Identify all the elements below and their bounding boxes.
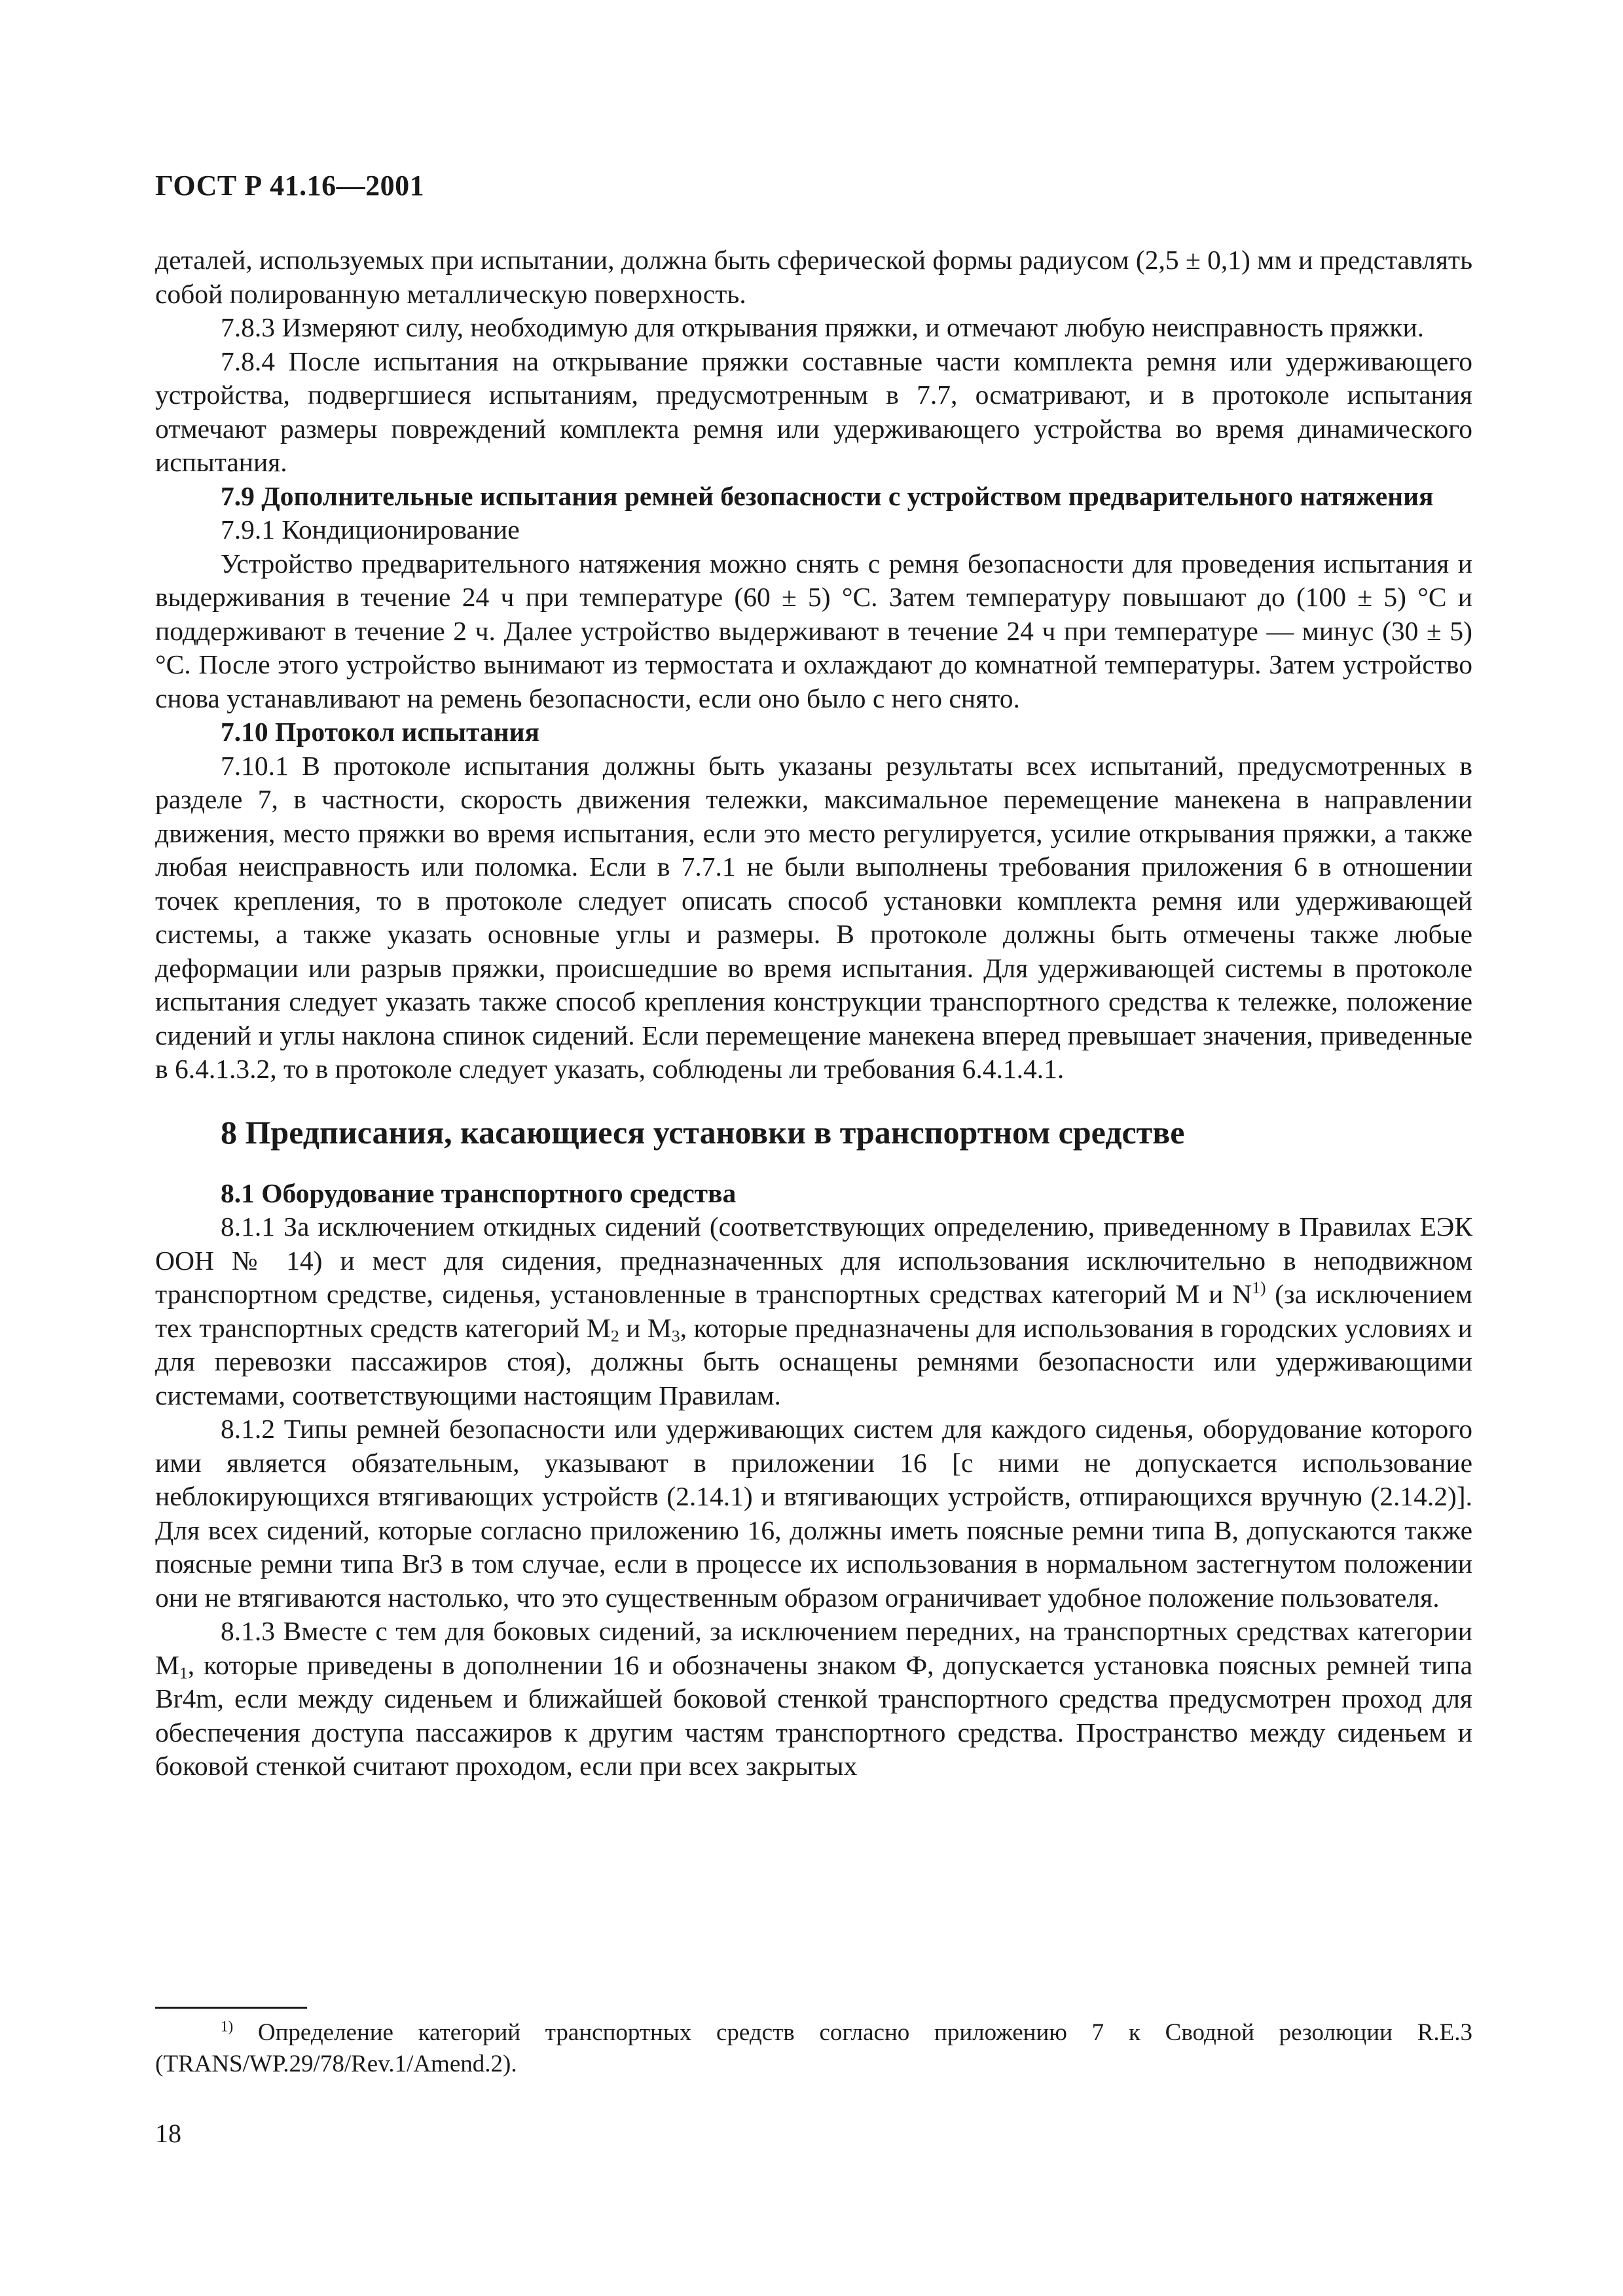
paragraph-7-8-3: 7.8.3 Измеряют силу, необходимую для открывания пряжки, и отмечают любую неисправность пряжки. <box>221 312 1425 342</box>
p811-part-a: 8.1.1 За исключением откидных сидений (соответствующих определению, приведенному в Правилах ЕЭК ООН № 14) и мест для сидения, предназначенных для использования исключительно в неподвижном транспортном средстве, сиденья, установленные в транспортных средствах категорий М и N <box>155 1211 1472 1309</box>
p811-part-d: , которые предназначены для использования в городских условиях и для перевозки пассажиров стоя), должны быть оснащены ремнями безопасности или удерживающими системами, соответствующими настоящим Правилам. <box>155 1312 1473 1410</box>
paragraph-8-1-2: 8.1.2 Типы ремней безопасности или удерживающих систем для каждого сиденья, оборудование которого ими является обязательным, указывают в приложении 16 [с ними не допускается использование неблокирующихся втягивающих устройств (2.14.1) и втягивающих устройств, отпирающихся вручную (2.14.2)]. Для всех сидений, которые согласно приложению 16, должны иметь поясные ремни типа В, допускаются также поясные ремни типа Br3 в том случае, если в процессе их использования в нормальном застегнутом положении они не втягиваются настолько, что это существенным образом ограничивает удобное положение пользователя. <box>155 1414 1472 1613</box>
footnote-ref: 1) <box>1252 1278 1266 1297</box>
subscript-3: 3 <box>671 1325 680 1345</box>
p813-part-a: 8.1.3 Вместе с тем для боковых сидений, за исключением передних, на транспортных средствах категории М <box>155 1616 1472 1680</box>
paragraph-7-10-1: 7.10.1 В протоколе испытания должны быть указаны результаты всех испытаний, предусмотренных в разделе 7, в частности, скорость движения тележки, максимальное перемещение манекена в направлении движения, место пряжки во время испытания, если это место регулируется, усилие открывания пряжки, а также любая неисправность или поломка. Если в 7.7.1 не были выполнены требования приложения 6 в отношении точек крепления, то в протоколе следует описать способ установки комплекта ремня или удерживающей системы, а также указать основные углы и размеры. В протоколе должны быть отмечены также любые деформации или разрыв пряжки, происшедшие во время испытания. Для удерживающей системы в протоколе испытания следует указать также способ крепления конструкции транспортного средства к тележке, положение сидений и углы наклона спинок сидений. Если перемещение манекена вперед превышает значения, приведенные в 6.4.1.3.2, то в протоколе следует указать, соблюдены ли требования 6.4.1.4.1. <box>155 750 1472 1084</box>
subscript-2: 2 <box>610 1325 619 1345</box>
paragraph-7-9-1: 7.9.1 Кондиционирование <box>221 514 520 545</box>
p811-part-b: (за исключением тех транспортных средств категорий М <box>155 1279 1472 1343</box>
heading-8-1: 8.1 Оборудование транспортного средства <box>221 1177 737 1208</box>
footnote <box>155 2017 1472 2080</box>
p811-part-c: и М <box>619 1312 672 1343</box>
footnote-mark: 1) <box>221 2018 234 2035</box>
section-8-title: 8 Предписания, касающиеся установки в транспортном средстве <box>221 1113 1185 1151</box>
heading-7-9: 7.9 Дополнительные испытания ремней безопасности с устройством предварительного натяжения <box>221 480 1434 511</box>
page-number: 18 <box>155 2119 181 2148</box>
paragraph-continuation: деталей, используемых при испытании, должна быть сферической формы радиусом (2,5 ± 0,1) мм и представлять собой полированную металлическую поверхность. <box>155 245 1472 309</box>
paragraph-7-9-1-body: Устройство предварительного натяжения можно снять с ремня безопасности для проведения испытания и выдерживания в течение 24 ч при температуре (60 ± 5) °С. Затем температуру повышают до (100 ± 5) °С и поддерживают в течение 2 ч. Далее устройство выдерживают в течение 24 ч при температуре — минус (30 ± 5) °С. После этого устройство вынимают из термостата и охлаждают до комнатной температуры. Затем устройство снова устанавливают на ремень безопасности, если оно было с него снято. <box>155 548 1472 713</box>
paragraph-7-8-4: 7.8.4 После испытания на открывание пряжки составные части комплекта ремня или удерживающего устройства, подвергшиеся испытаниям, предусмотренным в 7.7, осматривают, и в протоколе испытания отмечают размеры повреждений комплекта ремня или удерживающего устройства во время динамического испытания. <box>155 346 1472 477</box>
document-body <box>155 243 1472 1784</box>
paragraph-8-1-1 <box>155 1210 1472 1412</box>
document-page <box>155 0 1472 2296</box>
footnote-divider <box>155 2007 307 2009</box>
document-header: ГОСТ Р 41.16—2001 <box>155 170 425 202</box>
footnote-text-block <box>155 2017 1472 2080</box>
subscript-1: 1 <box>179 1662 188 1682</box>
footnote-text: Определение категорий транспортных средств согласно приложению 7 к Сводной резолюции R.E.3 (TRANS/WP.29/78/Rev.1/Amend.2). <box>155 2019 1472 2077</box>
paragraph-8-1-3 <box>155 1615 1472 1784</box>
heading-7-10: 7.10 Протокол испытания <box>221 717 539 747</box>
p813-part-b: , которые приведены в дополнении 16 и обозначены знаком Ф, допускается установка поясных ремней типа Br4m, если между сиденьем и ближайшей боковой стенкой транспортного средства предусмотрен проход для обеспечения доступа пассажиров к другим частям транспортного средства. Пространство между сиденьем и боковой стенкой считают проходом, если при всех закрытых <box>155 1649 1472 1781</box>
